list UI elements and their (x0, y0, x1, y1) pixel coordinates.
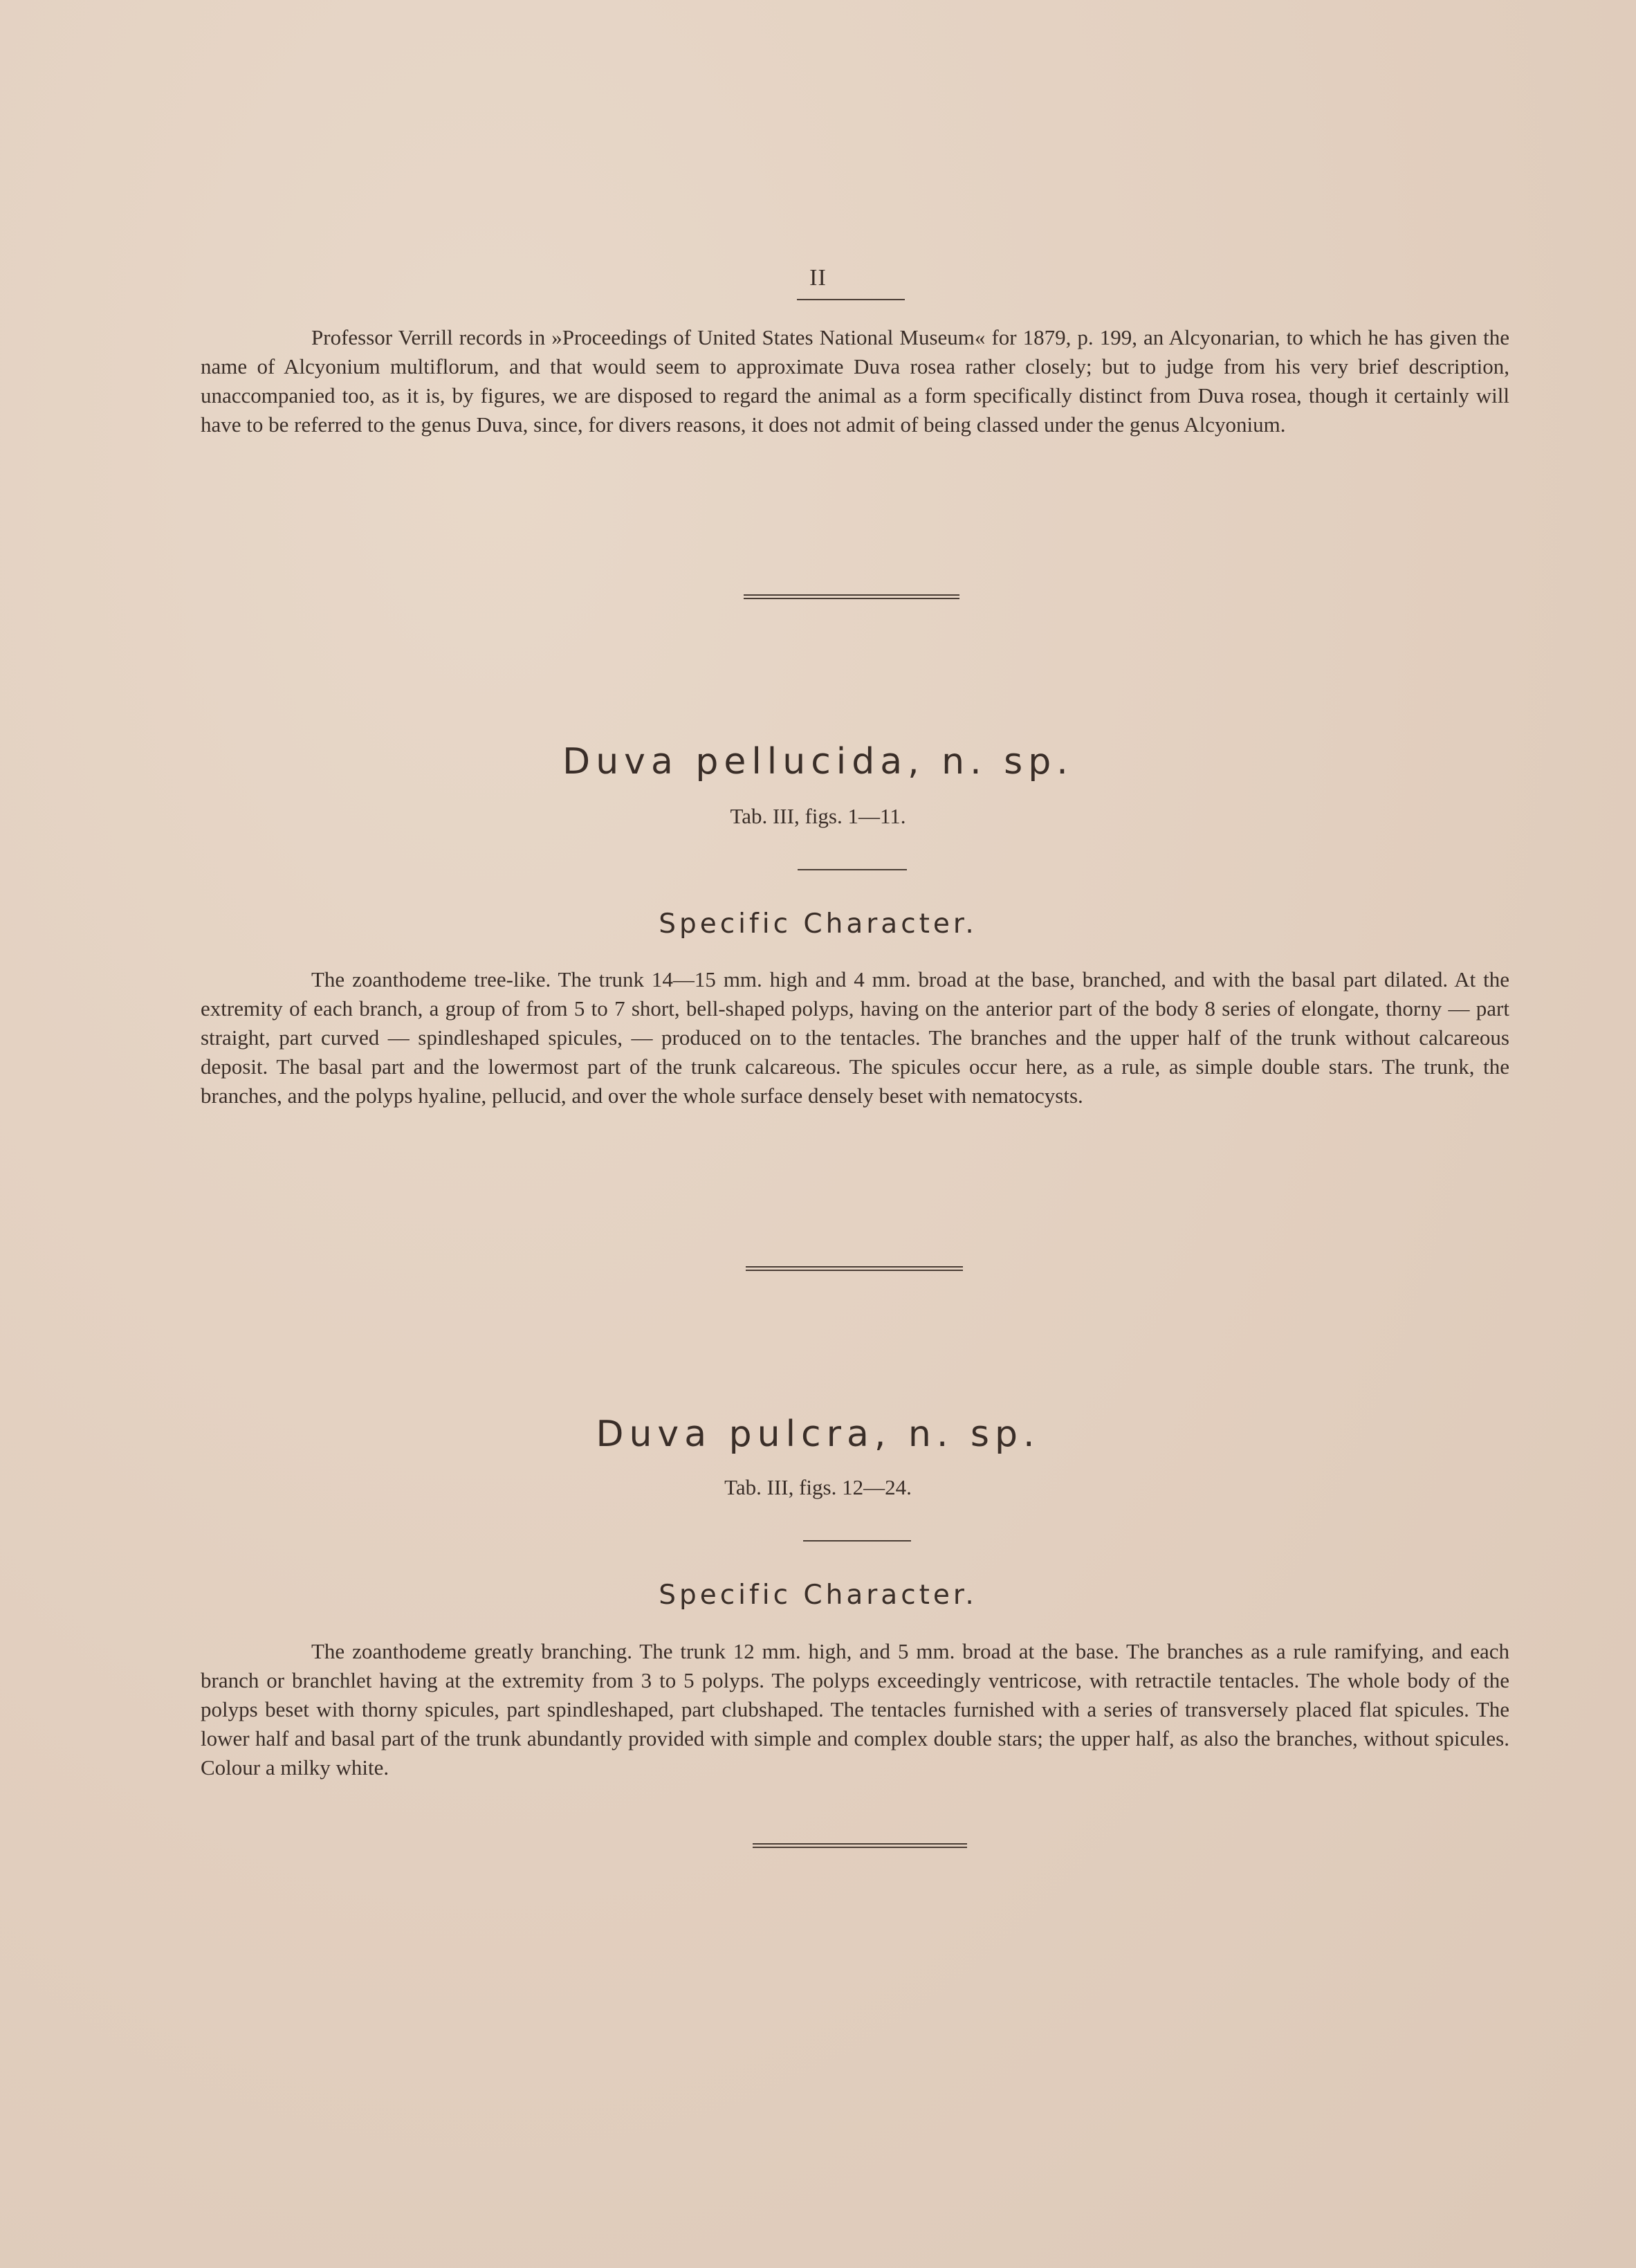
title-rule (798, 869, 907, 870)
section-divider (753, 1843, 967, 1848)
species-description (201, 1637, 1509, 1782)
title-rule (803, 1540, 911, 1542)
page-number: II (809, 265, 827, 291)
plate-reference: Tab. III, figs. 1—11. (730, 804, 906, 828)
description-text: The zoanthodeme greatly branching. The trunk 12 mm. high, and 5 mm. broad at the base. The branches as a rule ramifying, and each branch or branchlet having at the extremity from 3 to 5 polyps. The polyps exceedingly ventricose, with retractile tentacles. The whole body of the polyps beset with thorny spicules, part spindleshaped, part clubshaped. The tentacles furnished with a series of transversely placed flat spicules. The lower half and basal part of the trunk abundantly provided with simple and complex double stars; the upper half, as also the branches, without spicules. Colour a milky white. (201, 1639, 1509, 1780)
plate-reference: Tab. III, figs. 12—24. (724, 1475, 912, 1499)
species-title-duva-pellucida: Duva pellucida, n. sp. (562, 741, 1074, 783)
species-description (201, 965, 1509, 1110)
specific-character-heading: Specific Character. (659, 1580, 977, 1611)
description-text: The zoanthodeme tree-like. The trunk 14—15 mm. high and 4 mm. broad at the base, branched, and with the basal part dilated. At the extremity of each branch, a group of from 5 to 7 short, bell-shaped polyps, having on the anterior part of the body 8 series of elongate, thorny — part straight, part curved — spindleshaped spicules, — produced on to the tentacles. The branches and the upper half of the trunk without calcareous deposit. The basal part and the lowermost part of the trunk calcareous. The spicules occur here, as a rule, as simple double stars. The trunk, the branches, and the polyps hyaline, pellucid, and over the whole surface densely beset with nematocysts. (201, 967, 1509, 1108)
page-number-rule (797, 299, 905, 300)
intro-text: Professor Verrill records in »Proceedings of United States National Museum« for 1879, p. 199, an Alcyonarian, to which he has given the name of Alcyonium multiflorum, and that would seem to approximate Duva rosea rather closely; but to judge from his very brief description, unaccompanied too, as it is, by figures, we are disposed to regard the animal as a form specifically distinct from Duva rosea, though it certainly will have to be referred to the genus Duva, since, for divers reasons, it does not admit of being classed under the genus Alcyonium. (201, 325, 1509, 437)
species-title-duva-pulcra: Duva pulcra, n. sp. (596, 1414, 1040, 1455)
section-divider (744, 594, 959, 599)
section-divider (746, 1266, 963, 1271)
specific-character-heading: Specific Character. (659, 908, 977, 940)
intro-paragraph (201, 323, 1509, 439)
